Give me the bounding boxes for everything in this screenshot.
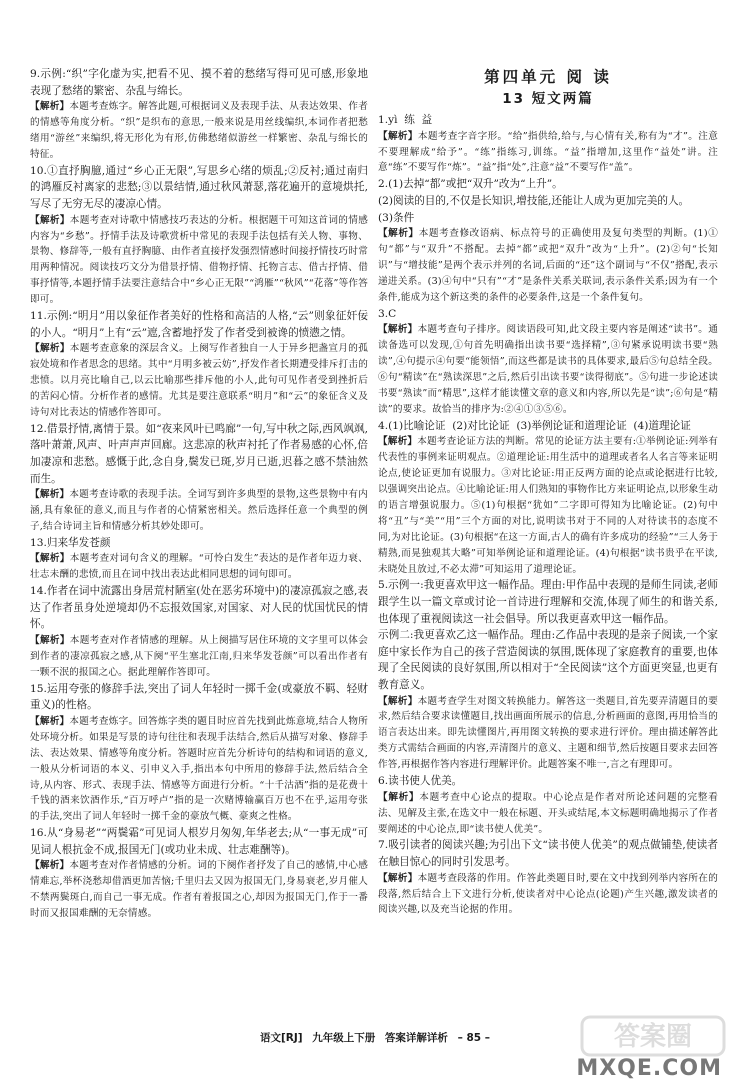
analysis-block: [30, 714, 368, 825]
answer-item: 11.示例:“明月”用以象征作者美好的性格和高洁的人格,“云”则象征奸佞的小人。“明月”上有“云”遮,含蓄地抒发了作者受到被谗的愤懑之情。: [30, 310, 368, 339]
right-column: [378, 66, 718, 918]
answer-item: (2)阅读的目的,不仅是长知识,增技能,还能让人成为更加完美的人。: [378, 194, 690, 207]
analysis-tag: 【解析】: [378, 130, 418, 142]
analysis-block: [378, 694, 718, 774]
watermark-text: MXQE.COM: [576, 1056, 722, 1081]
analysis-text: 本题考查论证方法的判断。常见的论证方法主要有:①举例论证:列举有代表性的事例来证明观点。②道理论证:用生活中的道理或者名人名言等来证明论点,使论证更加有说服力。③对比论证:用正反两方面的论点或论据进行比较,以强调突出论点。④比喻论证:用人们熟知的事物作比方来证明论点,以形象生动的语言增强说服力。⑤(1)句根据“犹如”二字即可得知为比喻论证。(2)句中将“丑”与“美”“用”三个方面的对比,说明读书对于不同的人对待读书的态度不同,为对比论证。(3)句根据“在这一方面,古人的确有许多成功的经验”“三人务于精熟,而晃独观其大略”可知举例论证和道理论证。(4)句根据“读书贵乎在平读,未晓处且放过,不必太滞”可知运用了道理论证。: [378, 436, 718, 575]
answer-item: 10.①直抒胸臆,通过“乡心正无限”,写思乡心绪的烦乱;②反衬;通过南归的鸿雁反衬离家的悲愁;③以景结情,通过秋风萧瑟,落花遍开的意境烘托,写尽了无穷无尽的凄凉心情。: [30, 164, 368, 210]
analysis-tag: 【解析】: [378, 791, 420, 803]
answer-item: 7.吸引读者的阅读兴趣;为引出下文“读书使人优美”的观点做铺垫,使读者在触目惊心的同时引发思考。: [378, 839, 718, 868]
analysis-block: [378, 129, 718, 177]
analysis-tag: 【解析】: [30, 553, 70, 565]
answer-item: 14.作者在词中流露出身居荒村陋室(处在恶劣环境中)的凄凉孤寂之感,表达了作者虽身处逆境却仍不忘报效国家,对国家、对人民的忧国忧民的情怀。: [30, 585, 368, 631]
analysis-tag: 【解析】: [378, 228, 419, 240]
analysis-tag: 【解析】: [30, 635, 70, 647]
answer-item: 示例二:我更喜欢乙这一幅作品。理由:乙作品中表现的是亲子阅读,一个家庭中家长作为自己的孩子营造阅读的氛围,既体现了家庭教育的重要,也体现了全民阅读的良好氛围,所以相对于“全民阅读”这个方面更突显,也更有教育意义。: [378, 629, 718, 691]
analysis-text: 本题考查炼字。回答炼字类的题目时应首先找到此炼意境,结合人物所处环境分析。如果是写景的诗句往往和表现手法结合,然后从描写对象、修辞手法、表达效果、情感等角度分析。答题时应首先分析诗句的结构和词语的意义,一般从分析词语的本义、引申义入手,指出本句中所用的修辞手法,然后结合全诗,从内容、形式、表现手法、情感等方面进行分析。“十千沽酒”指的是花费十千钱的酒来饮酒作乐,“百万呼卢”指的是一次赌博输赢百万也不在乎,运用夸张的手法,突出了词人年轻时一掷千金的豪放气概、豪爽之性格。: [30, 715, 368, 823]
analysis-text: 本题考查修改语病、标点符号的正确使用及复句类型的判断。(1)①句“都”与“双升”不搭配。去掉“都”或把“双升”改为“上升”。(2)②句“长知识”与“增技能”是两个表示并列的名词,后面的“还”这个副词与“不仅”搭配,表示递进关系。(3)④句中“只有”“才”是条件关系关联词,表示条件关系;因为有一个条件,能成为这个新这类的条件的必要条件,这是一个条件复句。: [378, 228, 718, 303]
analysis-block: [30, 341, 368, 421]
answer-item: 1.yì 练 益: [378, 114, 433, 126]
analysis-text: 本题考查中心论点的提取。中心论点是作者对所论述问题的完整看法、见解及主张,在选文中一般在标题、开头或结尾,本文标题明确地揭示了作者要阐述的中心论点,即“读书使人优美”。: [378, 791, 718, 835]
right-answers: [378, 112, 718, 918]
footer-subject: 语文[RJ]: [260, 1032, 303, 1044]
analysis-tag: 【解析】: [378, 324, 418, 336]
analysis-tag: 【解析】: [378, 872, 418, 884]
analysis-tag: 【解析】: [30, 489, 70, 501]
answer-item: 12.借景抒情,离情于景。如“夜来风叶已鸣廊”一句,写中秋之际,西风飒飒,落叶萧萧,风声、叶声声声回廊。这悲凉的秋声衬托了作者易感的心怀,倍加凄凉和悲愁。感慨于此,念自身,鬓发已斑,岁月已逝,迟暮之感不禁油然而生。: [30, 422, 368, 485]
analysis-text: 本题考查字音字形。“给”指供给,给与,与心情有关,称有为“才”。注意不要理解成“给予”。“练”指练习,训练。“益”指增加,这里作“益处”讲。注意“练”不要写作“炼”。“益”指“处”,注意“益”不要写作“盖”。: [378, 130, 718, 174]
footer-grade: 九年级上下册: [312, 1032, 376, 1044]
analysis-block: [378, 871, 718, 919]
analysis-text: 本题考查对作者情感的分析。词的下阕作者抒发了自己的感情,中心感情难忘,举杯浇愁却借酒更加苦恼;千里归去又因为报国无门,身易衰老,岁月催人不禁两鬓斑白,而自己一事无成。作者有着报国之心,却因为报国无门,作于一番时而又报国难酬的无奈情感。: [30, 860, 368, 920]
analysis-tag: 【解析】: [30, 715, 70, 727]
analysis-block: [30, 99, 368, 163]
analysis-block: [30, 551, 368, 583]
analysis-text: 本题考查句子排序。阅读语段可知,此文段主要内容是阐述“读书”。通读备选可以发现,①句首先明确指出读书要“选择精”,③句紧承说明读书要“熟读”,④句提示④句要“能领悟”,而这些都是读书的具体要求,最后⑤句总结全段。⑥句“精读”在“熟读深思”之后,然后引出读书要“读得彻底”。⑤句进一步论述读书要“熟读”而“精思”,这样才能读懂文章的意义和内容,所以先是“读”;⑥句是“精读”的要求。故恰当的排序为:②④①③⑤⑥。: [378, 324, 718, 415]
analysis-block: [30, 633, 368, 681]
answer-item: 3.C: [378, 307, 397, 320]
analysis-tag: 【解析】: [30, 343, 70, 355]
analysis-text: 本题考查段落的作用。作答此类题目时,要在文中找到列举内容所在的段落,然后结合上下文进行分析,使读者对中心论点(论题)产生兴趣,激发读者的阅读兴趣,以及充当论据的作用。: [378, 872, 718, 916]
answer-item: 4.(1)比喻论证 (2)对比论证 (3)举例论证和道理论证 (4)道理论证: [378, 419, 691, 432]
unit-title: 第四单元 阅 读: [484, 68, 612, 86]
answer-item: 16.从“身易老”“两鬓霜”可见词人根岁月匆匆,年华老去;从“一事无成”可见词人根抗金不成,报国无门(或功业未成、壮志难酬等)。: [30, 827, 368, 856]
analysis-block: [30, 487, 368, 535]
svg-text:答案圈: 答案圈: [613, 1022, 693, 1052]
analysis-text: 本题考查对诗歌中情感技巧表达的分析。根据题干可知这首词的情感内容为“乡愁”。抒情手法及诗歌赏析中常见的表现手法包括有关人物、事物、景物、修辞等,一般有直抒胸臆、由作者直接抒发强烈情感时间接抒情技巧时常用两种情况。阅读技巧文分为借景抒情、借物抒情、托物言志、借古抒情、借事抒情等,本题抒情手法要注意结合中“乡心正无限”“鸿雁”“秋风”“花落”等作答即可。: [30, 214, 368, 306]
analysis-block: [30, 858, 368, 922]
analysis-text: 本题考查炼字。解答此题,可根据词义及表现手法、从表达效果、作者的情感等角度分析。“织”是织布的意思,一般来说是用丝线编织,本词作者把愁绪用“游丝”来编织,将无形化为有形,仿佛愁绪似游丝一样繁密、杂乱与绵长的特征。: [30, 101, 368, 160]
left-column: [30, 66, 368, 922]
analysis-tag: 【解析】: [30, 860, 70, 872]
analysis-tag: 【解析】: [30, 214, 70, 226]
analysis-tag: 【解析】: [378, 695, 418, 707]
answer-item: 6.读书使人优美。: [378, 775, 463, 788]
analysis-block: [378, 226, 718, 306]
analysis-text: 本题考查对词句含义的理解。“可怜白发生”表达的是作者年迈力衰、壮志未酬的悲愤,而且在词中找出表达此相同思想的词句即可。: [30, 553, 368, 581]
answer-item: 5.示例一:我更喜欢甲这一幅作品。理由:甲作品中表现的是师生同读,老师跟学生以一篇文章或讨论一首诗进行理解和交流,体现了师生的和谐关系,也体现了重视阅读这一社会倡导。所以我更喜欢甲这一幅作品。: [378, 579, 718, 625]
footer-title: 答案详解详析: [384, 1032, 448, 1044]
analysis-block: [378, 790, 718, 838]
analysis-tag: 【解析】: [30, 101, 70, 113]
footer-page-number: – 85 –: [457, 1032, 490, 1044]
answer-item: 9.示例:“织”字化虚为实,把看不见、摸不着的愁绪写得可见可感,形象地表现了愁绪的繁密、杂乱与绵长。: [30, 68, 368, 97]
analysis-text: 本题考查诗歌的表现手法。全词写到许多典型的景物,这些景物中有内涵,具有象征的意义,而且与作者的心情紧密相关。然后选择任意一个典型的例子,结合诗词主旨和情感分析其妙处即可。: [30, 489, 368, 532]
analysis-block: [378, 434, 718, 577]
analysis-tag: 【解析】: [378, 436, 418, 448]
answer-item: 13.归来华发苍颜: [30, 536, 111, 549]
analysis-text: 本题考查学生对图文转换能力。解答这一类题目,首先要弄清题目的要求,然后结合要求读懂题目,找出画面所展示的信息,分析画面的意图,再用恰当的语言表达出来。即先读懂图片,再用图文转换的要求进行评价。理由描述解答此类方式需结合画面的内容,弄清图片的意义、主题和细节,然后按题目要求去回答作答,再根据作答内容进行理解评价。此题答案不唯一,言之有理即可。: [378, 695, 718, 771]
analysis-text: 本题考查意象的深层含义。上阕写作者独自一人于异乡把盏宣月的孤寂处境和作者思念的思绪。其中“月明多被云妨”,抒发作者长期遭受排斥打击的悲愤。以月亮比喻自己,以云比喻那些排斥他的小人,此句可见作者受到挫折后的苦闷心情。分析作者的感情。尤其是要注意联系“明月”和“云”的象征含义及诗句对比表达的情感作答即可。: [30, 343, 368, 418]
analysis-text: 本题考查对作者情感的理解。从上阕描写居住环境的文字里可以体会到作者的凄凉孤寂之感,从下阕“平生塞北江南,归来华发苍颜”可以看出作者有一颗不泯的报国之心。据此理解作答即可。: [30, 635, 368, 678]
answer-item: (3)条件: [378, 211, 415, 224]
answer-item: 2.(1)去掉“都”或把“双升”改为“上升”。: [378, 178, 563, 191]
answer-item: 15.运用夸张的修辞手法,突出了词人年轻时一掷千金(或豪放不羁、轻财重义)的性格。: [30, 682, 368, 712]
analysis-block: [378, 322, 718, 417]
lesson-title: 13 短文两篇: [502, 91, 594, 107]
analysis-block: [30, 213, 368, 308]
